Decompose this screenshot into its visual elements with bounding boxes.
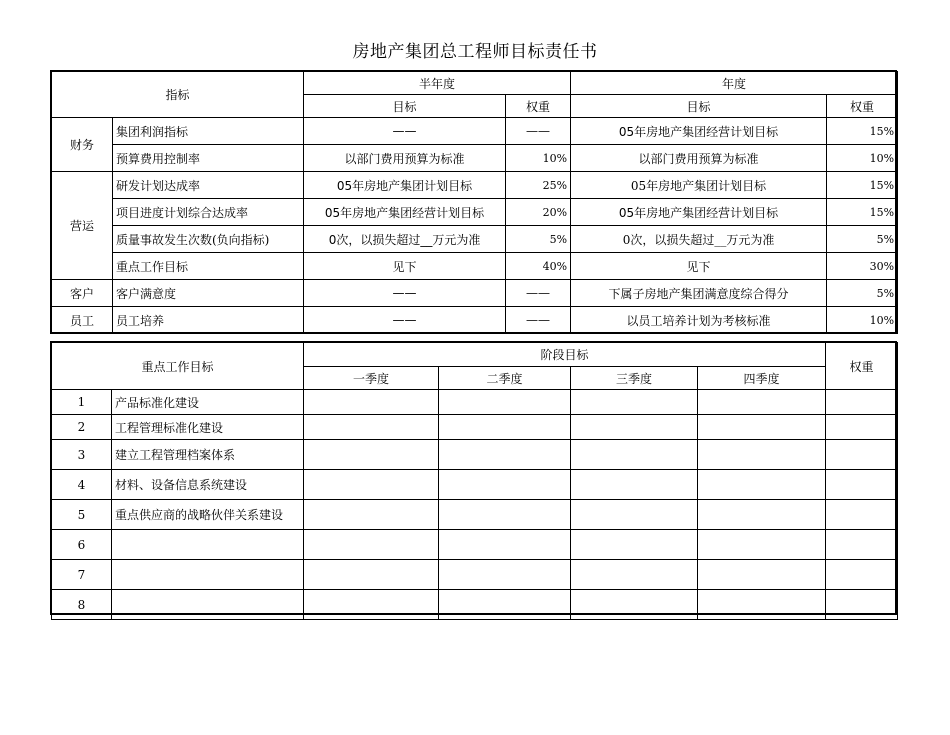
- weight-cell: [826, 500, 898, 530]
- half-target-cell: ——: [304, 307, 506, 334]
- q2-cell: [439, 530, 571, 560]
- row-number: 7: [52, 560, 112, 590]
- indicator-cell: 预算费用控制率: [113, 145, 304, 172]
- key-work-item: [112, 590, 304, 620]
- table-row: [52, 118, 898, 145]
- table-row: [52, 530, 898, 560]
- key-work-item: 建立工程管理档案体系: [112, 440, 304, 470]
- key-work-item: [112, 560, 304, 590]
- year-weight-cell: 30%: [827, 253, 898, 280]
- row-number: 6: [52, 530, 112, 560]
- q1-cell: [304, 390, 439, 415]
- table-row: [52, 560, 898, 590]
- group-customer: 客户: [52, 280, 113, 307]
- row-number: 8: [52, 590, 112, 620]
- half-target-cell: ——: [304, 280, 506, 307]
- half-weight-cell: ——: [506, 118, 571, 145]
- table-row: [52, 145, 898, 172]
- q4-cell: [698, 390, 826, 415]
- weight-cell: [826, 415, 898, 440]
- key-work-item: 产品标准化建设: [112, 390, 304, 415]
- q3-cell: [571, 590, 698, 620]
- table-row: [52, 390, 898, 415]
- header-q4: 四季度: [698, 367, 826, 390]
- year-weight-cell: 10%: [827, 145, 898, 172]
- table-row: [52, 590, 898, 620]
- header-q3: 三季度: [571, 367, 698, 390]
- header-half-year: 半年度: [304, 72, 571, 95]
- weight-cell: [826, 560, 898, 590]
- q1-cell: [304, 560, 439, 590]
- indicator-cell: 质量事故发生次数(负向指标): [113, 226, 304, 253]
- q1-cell: [304, 415, 439, 440]
- year-weight-cell: 15%: [827, 172, 898, 199]
- key-work-item: 工程管理标准化建设: [112, 415, 304, 440]
- half-weight-cell: 5%: [506, 226, 571, 253]
- half-target-cell: ——: [304, 118, 506, 145]
- half-weight-cell: ——: [506, 280, 571, 307]
- row-number: 2: [52, 415, 112, 440]
- row-number: 3: [52, 440, 112, 470]
- half-target-cell: 05年房地产集团计划目标: [304, 172, 506, 199]
- half-weight-cell: 20%: [506, 199, 571, 226]
- q4-cell: [698, 415, 826, 440]
- year-target-cell: 以员工培养计划为考核标准: [571, 307, 827, 334]
- q3-cell: [571, 415, 698, 440]
- key-work-item: 材料、设备信息系统建设: [112, 470, 304, 500]
- header-year-weight: 权重: [827, 95, 898, 118]
- group-operations: 营运: [52, 172, 113, 280]
- half-target-cell: 05年房地产集团经营计划目标: [304, 199, 506, 226]
- table-row: [52, 226, 898, 253]
- q4-cell: [698, 470, 826, 500]
- table-row: [52, 199, 898, 226]
- year-target-cell: 05年房地产集团经营计划目标: [571, 118, 827, 145]
- group-finance: 财务: [52, 118, 113, 172]
- header-indicator: 指标: [52, 72, 304, 118]
- table-row: [52, 280, 898, 307]
- q4-cell: [698, 560, 826, 590]
- indicator-table: [51, 71, 898, 334]
- q2-cell: [439, 415, 571, 440]
- q3-cell: [571, 470, 698, 500]
- q2-cell: [439, 560, 571, 590]
- half-target-cell: 以部门费用预算为标准: [304, 145, 506, 172]
- q4-cell: [698, 500, 826, 530]
- weight-cell: [826, 470, 898, 500]
- table-row: [52, 253, 898, 280]
- header-stage-target: 阶段目标: [304, 343, 826, 367]
- half-weight-cell: 40%: [506, 253, 571, 280]
- q1-cell: [304, 530, 439, 560]
- q1-cell: [304, 500, 439, 530]
- q4-cell: [698, 590, 826, 620]
- key-work-item: 重点供应商的战略伙伴关系建设: [112, 500, 304, 530]
- indicator-cell: 客户满意度: [113, 280, 304, 307]
- weight-cell: [826, 590, 898, 620]
- year-target-cell: 见下: [571, 253, 827, 280]
- year-weight-cell: 5%: [827, 226, 898, 253]
- header-year-target: 目标: [571, 95, 827, 118]
- header-weight: 权重: [826, 343, 898, 390]
- header-q2: 二季度: [439, 367, 571, 390]
- half-target-cell: 见下: [304, 253, 506, 280]
- row-number: 5: [52, 500, 112, 530]
- q1-cell: [304, 590, 439, 620]
- document-title: 房地产集团总工程师目标责任书: [352, 42, 598, 62]
- q3-cell: [571, 440, 698, 470]
- header-half-weight: 权重: [506, 95, 571, 118]
- year-weight-cell: 5%: [827, 280, 898, 307]
- half-target-cell: 0次，以损失超过__万元为准: [304, 226, 506, 253]
- row-number: 4: [52, 470, 112, 500]
- q2-cell: [439, 470, 571, 500]
- q1-cell: [304, 440, 439, 470]
- indicator-cell: 集团利润指标: [113, 118, 304, 145]
- q3-cell: [571, 500, 698, 530]
- year-target-cell: 05年房地产集团计划目标: [571, 172, 827, 199]
- year-weight-cell: 15%: [827, 118, 898, 145]
- table-row: [52, 440, 898, 470]
- year-target-cell: 下属子房地产集团满意度综合得分: [571, 280, 827, 307]
- table-row: [52, 500, 898, 530]
- row-number: 1: [52, 390, 112, 415]
- weight-cell: [826, 390, 898, 415]
- year-target-cell: 05年房地产集团经营计划目标: [571, 199, 827, 226]
- q1-cell: [304, 470, 439, 500]
- indicator-cell: 重点工作目标: [113, 253, 304, 280]
- year-target-cell: 以部门费用预算为标准: [571, 145, 827, 172]
- year-target-cell: 0次，以损失超过__万元为准: [571, 226, 827, 253]
- header-key-work: 重点工作目标: [52, 343, 304, 390]
- q4-cell: [698, 530, 826, 560]
- q3-cell: [571, 560, 698, 590]
- q2-cell: [439, 500, 571, 530]
- half-weight-cell: 10%: [506, 145, 571, 172]
- table-row: [52, 172, 898, 199]
- q3-cell: [571, 530, 698, 560]
- weight-cell: [826, 440, 898, 470]
- header-half-target: 目标: [304, 95, 506, 118]
- weight-cell: [826, 530, 898, 560]
- indicator-cell: 研发计划达成率: [113, 172, 304, 199]
- key-work-table: [51, 342, 898, 620]
- header-year: 年度: [571, 72, 898, 95]
- group-staff: 员工: [52, 307, 113, 334]
- q2-cell: [439, 590, 571, 620]
- year-weight-cell: 10%: [827, 307, 898, 334]
- q3-cell: [571, 390, 698, 415]
- q2-cell: [439, 440, 571, 470]
- q4-cell: [698, 440, 826, 470]
- q2-cell: [439, 390, 571, 415]
- table-row: [52, 307, 898, 334]
- header-q1: 一季度: [304, 367, 439, 390]
- table-row: [52, 470, 898, 500]
- half-weight-cell: ——: [506, 307, 571, 334]
- half-weight-cell: 25%: [506, 172, 571, 199]
- key-work-item: [112, 530, 304, 560]
- indicator-cell: 项目进度计划综合达成率: [113, 199, 304, 226]
- table-row: [52, 415, 898, 440]
- indicator-cell: 员工培养: [113, 307, 304, 334]
- year-weight-cell: 15%: [827, 199, 898, 226]
